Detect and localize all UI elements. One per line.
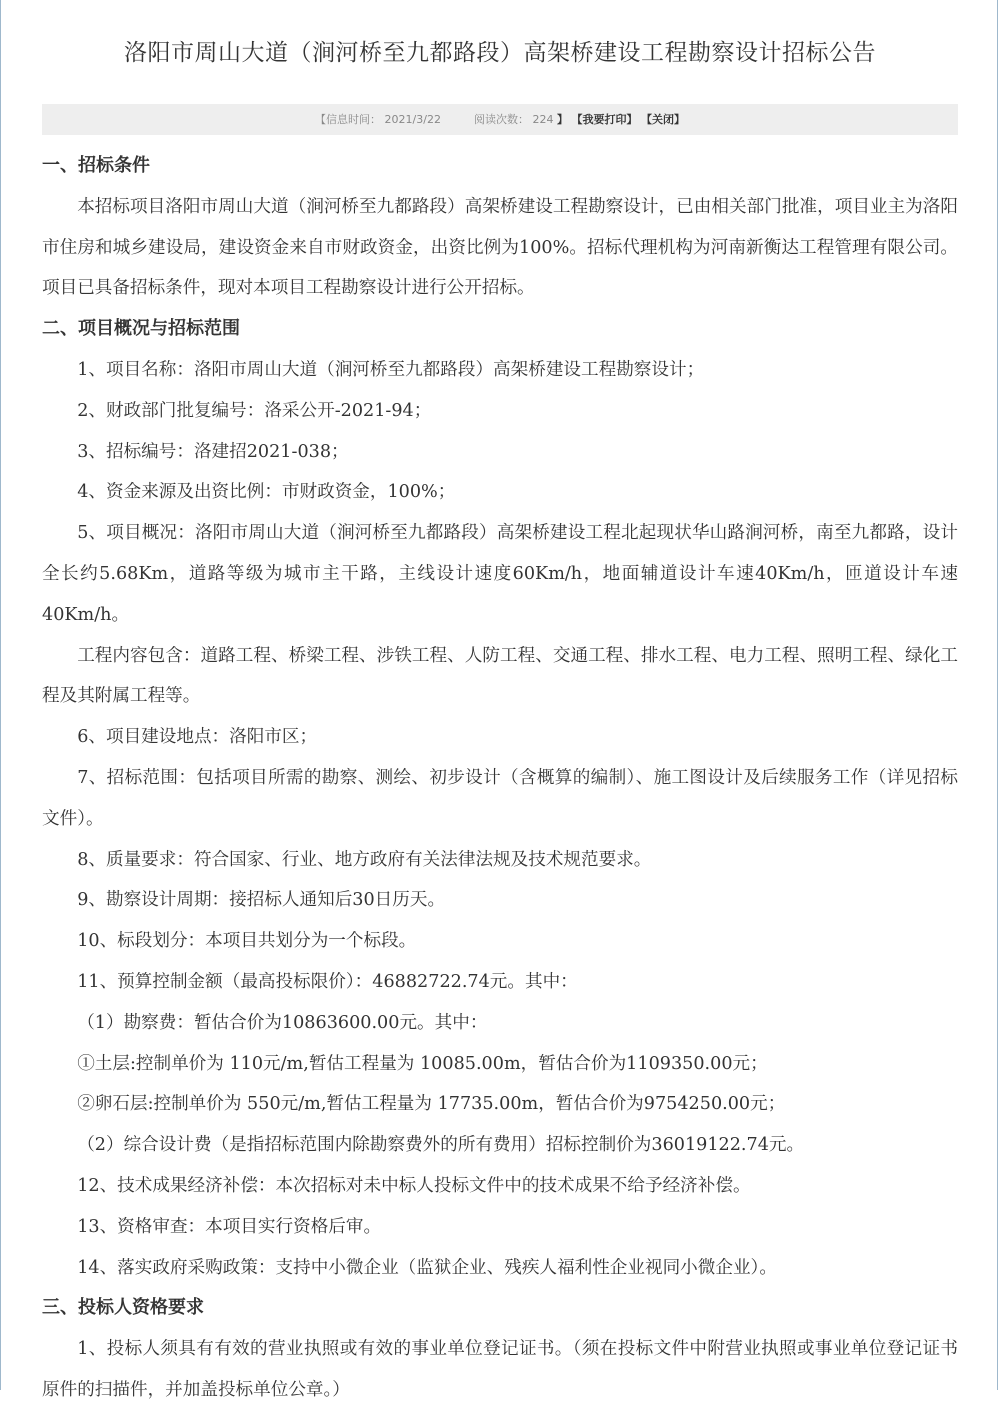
info-bar <box>42 104 958 135</box>
page-border-right <box>997 0 998 1390</box>
paragraph: 8、质量要求：符合国家、行业、地方政府有关法律法规及技术规范要求。 <box>77 849 652 870</box>
paragraph: 1、项目名称：洛阳市周山大道（涧河桥至九都路段）高架桥建设工程勘察设计； <box>77 359 705 380</box>
paragraph: 13、资格审查：本项目实行资格后审。 <box>77 1216 382 1237</box>
paragraph: 11、预算控制金额（最高投标限价）：46882722.74元。其中： <box>77 971 578 992</box>
paragraph: 9、勘察设计周期：接招标人通知后30日历天。 <box>77 890 446 911</box>
paragraph: 14、落实政府采购政策：支持中小微企业（监狱企业、残疾人福利性企业视同小微企业）。 <box>77 1257 777 1278</box>
paragraph: 7、招标范围：包括项目所需的勘察、测绘、初步设计（含概算的编制）、施工图设计及后续服务工作（详见招标文件）。 <box>42 767 958 829</box>
paragraph: 6、项目建设地点：洛阳市区； <box>77 727 318 748</box>
paragraph: 5、项目概况：洛阳市周山大道（涧河桥至九都路段）高架桥建设工程北起现状华山路涧河桥，南至九都路，设计全长约5.68Km，道路等级为城市主干路，主线设计速度60Km/h，地面辅道设计车速40Km/h，匝道设计车速40Km/h。 <box>42 523 958 625</box>
paragraph: ①土层:控制单价为 110元/m,暂估工程量为 10085.00m，暂估合价为1109350.00元； <box>77 1053 768 1074</box>
info-views-value: 224 <box>532 113 554 126</box>
paragraph: （1）勘察费：暂估合价为10863600.00元。其中： <box>77 1012 488 1033</box>
paragraph: 2、财政部门批复编号：洛采公开-2021-94； <box>77 400 432 421</box>
close-link[interactable]: 【关闭】 <box>640 113 685 126</box>
info-views-end: 】 <box>556 113 568 126</box>
article-body <box>42 146 958 1411</box>
page-title: 洛阳市周山大道（涧河桥至九都路段）高架桥建设工程勘察设计招标公告 <box>124 40 876 66</box>
section-heading-conditions: 一、招标条件 <box>42 155 150 176</box>
paragraph: 本招标项目洛阳市周山大道（涧河桥至九都路段）高架桥建设工程勘察设计，已由相关部门批准，项目业主为洛阳市住房和城乡建设局，建设资金来自市财政资金，出资比例为100%。招标代理机构为河南新衡达工程管理有限公司。项目已具备招标条件，现对本项目工程勘察设计进行公开招标。 <box>42 196 958 299</box>
info-time-value: 2021/3/22 <box>384 113 441 126</box>
page-border-left <box>0 0 1 1390</box>
info-views-label: 阅读次数： <box>473 113 529 126</box>
paragraph: 1、投标人须具有有效的营业执照或有效的事业单位登记证书。（须在投标文件中附营业执照或事业单位登记证书原件的扫描件，并加盖投标单位公章。） <box>42 1339 958 1400</box>
paragraph: ②卵石层:控制单价为 550元/m,暂估工程量为 17735.00m，暂估合价为9754250.00元； <box>77 1094 786 1115</box>
paragraph: 12、技术成果经济补偿：本次招标对未中标人投标文件中的技术成果不给予经济补偿。 <box>77 1175 751 1196</box>
paragraph: 3、招标编号：洛建招2021-038； <box>77 441 349 462</box>
paragraph: （2）综合设计费（是指招标范围内除勘察费外的所有费用）招标控制价为36019122.74元。 <box>77 1135 805 1156</box>
paragraph: 工程内容包含：道路工程、桥梁工程、涉铁工程、人防工程、交通工程、排水工程、电力工程、照明工程、绿化工程及其附属工程等。 <box>42 645 958 707</box>
info-time-label: 【信息时间： <box>315 113 382 126</box>
print-link[interactable]: 【我要打印】 <box>571 113 638 126</box>
paragraph: 4、资金来源及出资比例：市财政资金，100%； <box>77 482 456 503</box>
section-heading-overview: 二、项目概况与招标范围 <box>42 318 240 340</box>
section-heading-qualifications: 三、投标人资格要求 <box>42 1297 204 1319</box>
paragraph: 10、标段划分：本项目共划分为一个标段。 <box>77 931 417 952</box>
